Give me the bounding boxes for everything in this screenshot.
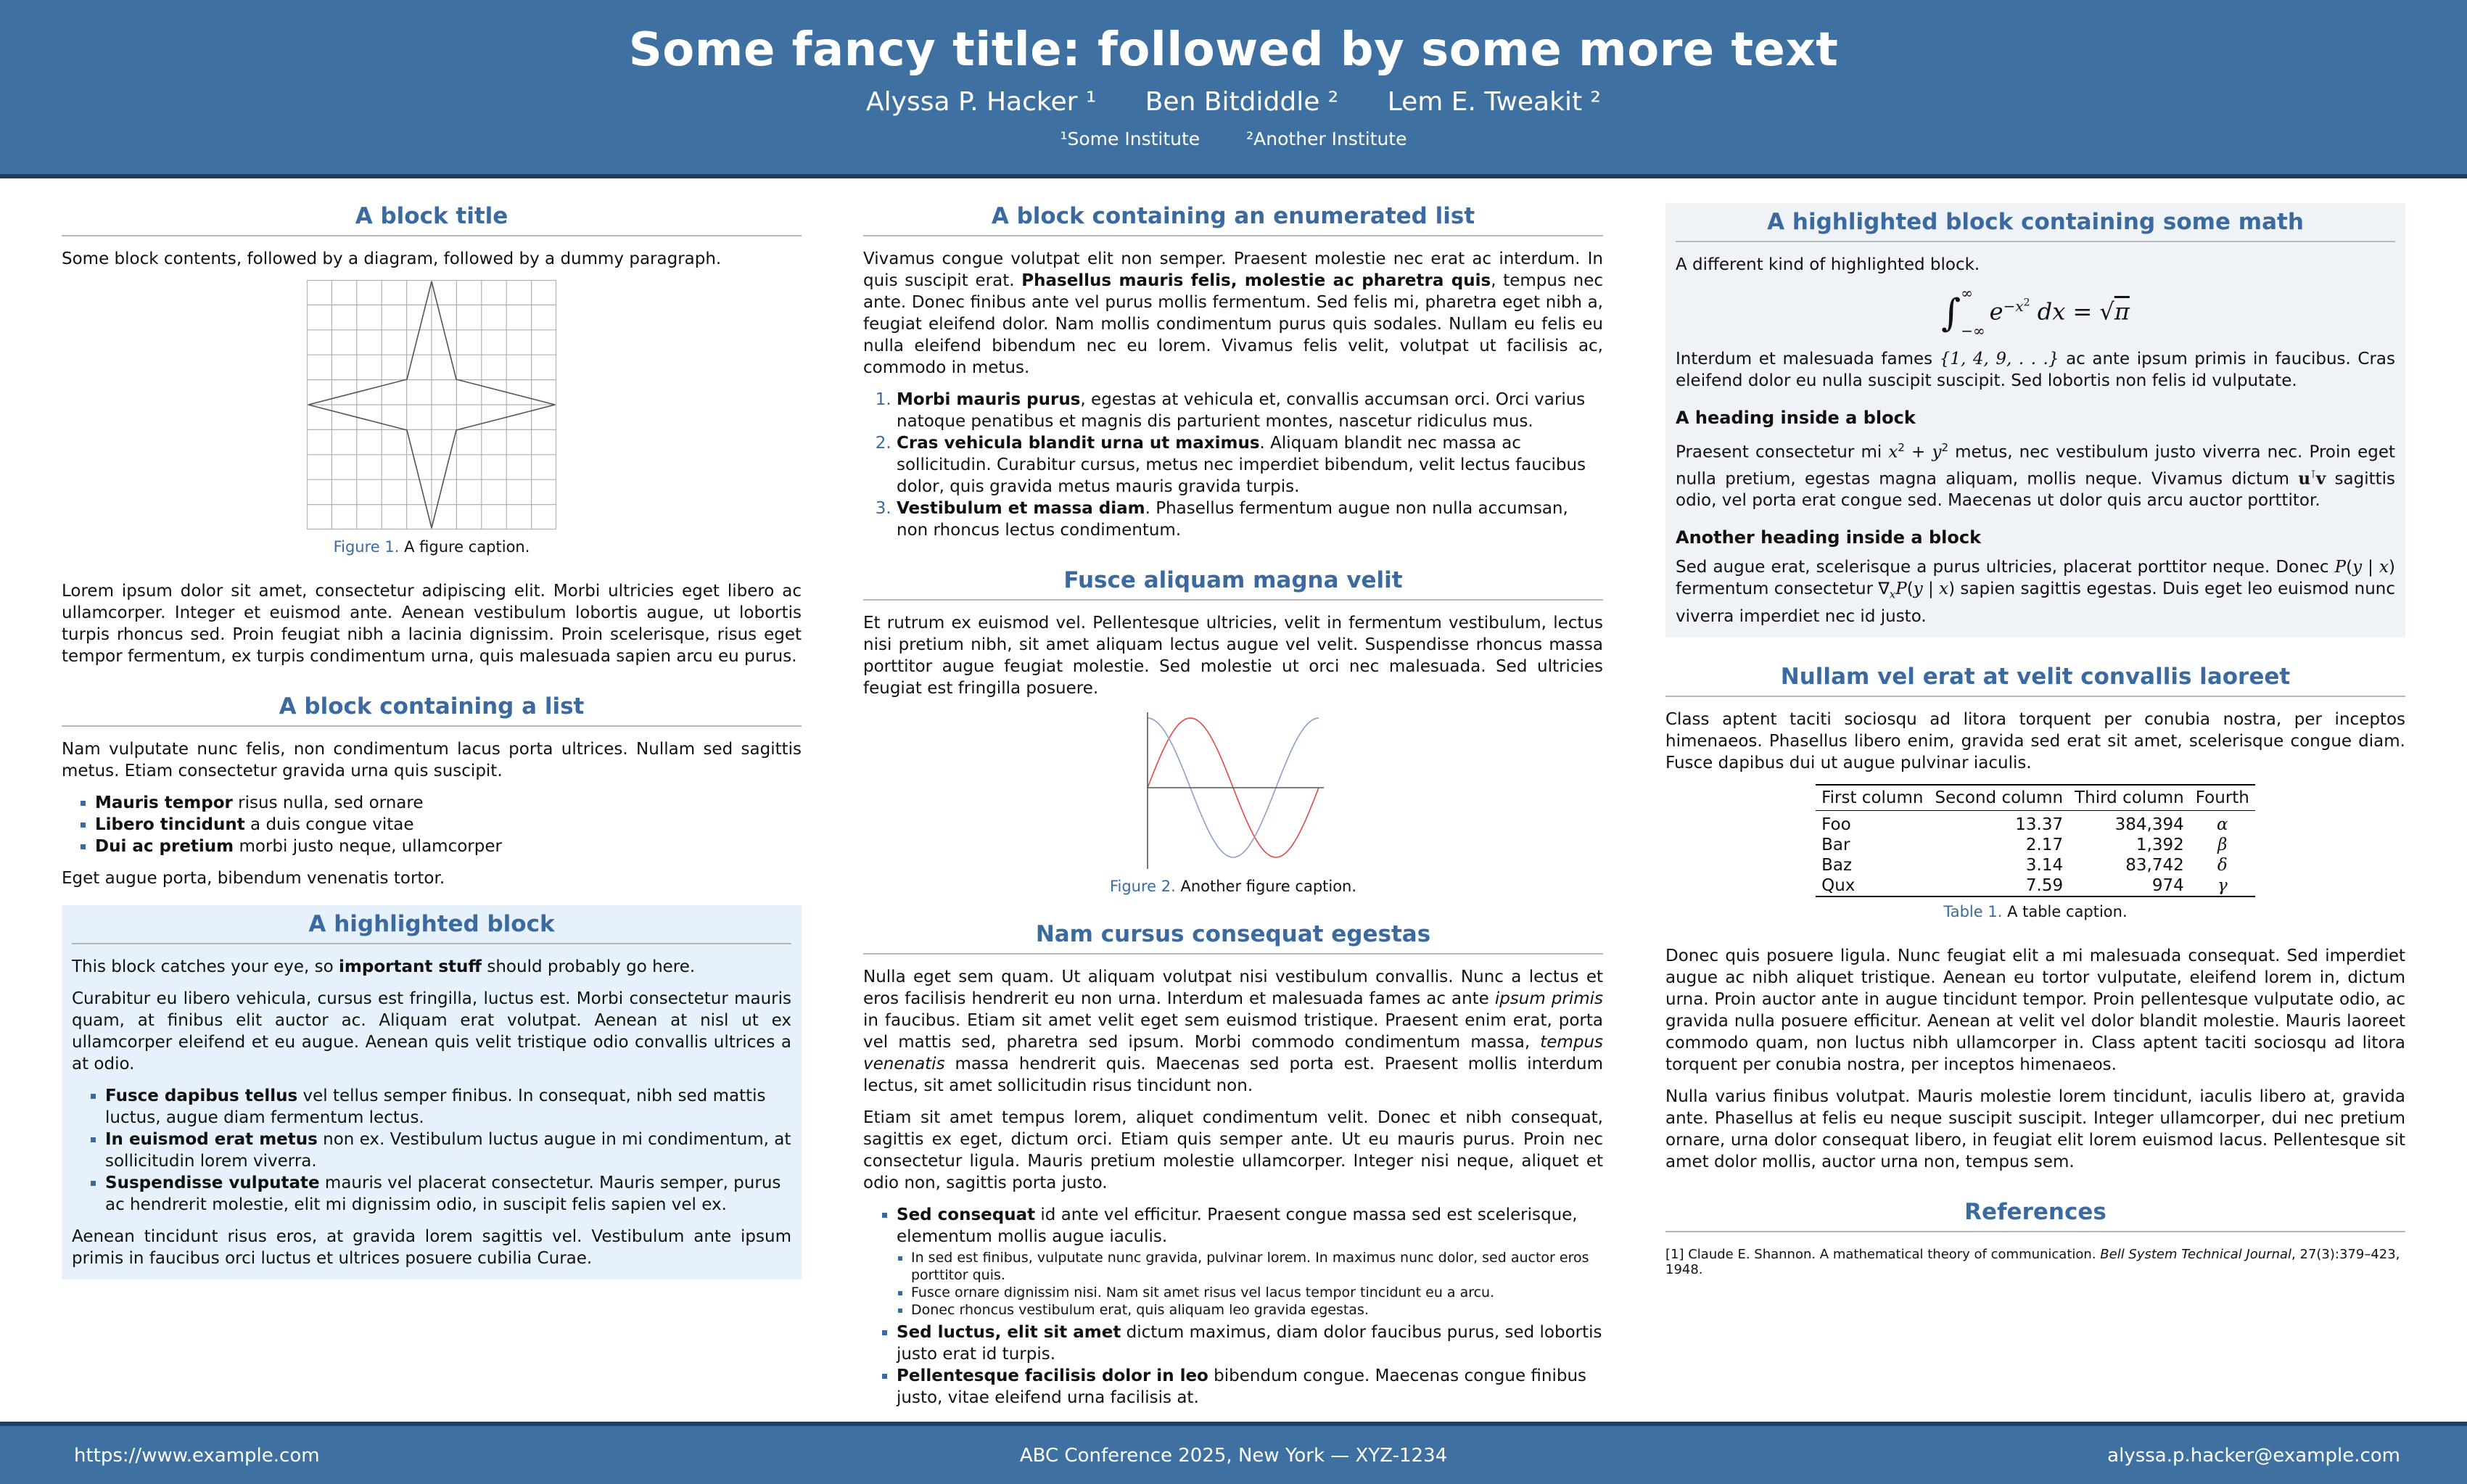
block-text: Nam vulputate nunc felis, non condimentum lacus porta ultrices. Nullam sed sagittis metus. Etiam consectetur gravida urna quis suscipit. <box>62 740 802 780</box>
caption-text: A table caption. <box>2007 902 2128 920</box>
table-header-cell: Second column <box>1929 785 2069 811</box>
footer-website-link[interactable]: https://www.example.com <box>74 1445 320 1467</box>
block-heading: Nam cursus consequat egestas <box>863 921 1603 955</box>
table-cell: β <box>2217 835 2228 854</box>
caption-text: A figure caption. <box>404 538 530 556</box>
bullet-list <box>72 1085 791 1216</box>
block-heading: Nullam vel erat at velit convallis laoreet <box>1665 664 2405 697</box>
institute: ¹Some Institute <box>1060 128 1200 149</box>
institute: ²Another Institute <box>1246 128 1407 149</box>
table-header-cell: First column <box>1816 785 1929 811</box>
table-cell: 974 <box>2069 875 2190 896</box>
table-label: Table 1. <box>1943 902 2003 920</box>
author-list <box>0 87 2467 117</box>
column-left <box>62 203 802 1306</box>
footer-email-link[interactable]: alyssa.p.hacker@example.com <box>2107 1445 2400 1467</box>
block-text: Praesent consectetur mi $x^2 + y^2$ metus, nec vestibulum justo viverra nec. Proin eget nulla pretium, egestas magna aliquam, mollis neque. Vivamus dictum u⊺v sagittis odio, vel porta erat congue sed. Maecenas ut dolor quis arcu auctor porttitor. <box>1676 441 2395 511</box>
author: Alyssa P. Hacker ¹ <box>866 87 1097 117</box>
block-text: Et rutrum ex euismod vel. Pellentesque ultricies, velit in fermentum vestibulum, lectus nisi pretium nibh, sit amet aliquam lectus augue vel velit. Suspendisse rhoncus massa porttitor augue feugiat molestie. Sed molestie ut orci nec malesuada. Sed ultricies feugiat est fringilla posuere. <box>863 614 1603 698</box>
column-middle <box>863 203 1603 1435</box>
list-item: ▪ Suspendisse vulputate mauris vel placerat consectetur. Mauris semper, purus ac hendrerit molestie, elit mi dignissim odio, in suscipit felis sapien vel ex. <box>105 1172 791 1216</box>
enumerated-block <box>863 203 1603 541</box>
table-caption <box>1665 903 2405 920</box>
sub-list-item: ▪ Donec rhoncus vestibulum erat, quis aliquam leo gravida egestas. <box>911 1301 1603 1319</box>
block-heading: A highlighted block <box>72 911 791 944</box>
highlighted-block <box>62 905 802 1279</box>
table-header-cell: Third column <box>2069 785 2190 811</box>
institute-list <box>0 128 2467 149</box>
list-block <box>62 693 802 889</box>
block-text: Nulla eget sem quam. Ut aliquam volutpat nisi vestibulum convallis. Nunc a lectus et eros facilisis hendrerit eu non urna. Interdum et malesuada fames ac ante ipsum primis in faucibus. Etiam sit amet velit eget sem euismod tristique. Praesent enim erat, porta vel mattis sed, pharetra sed ipsum. Morbi commodo condimentum massa, tempus venenatis massa hendrerit quis. Maecenas sed porta est. Praesent mollis interdum lectus, sit amet sollicitudin risus tincidunt non. <box>863 968 1603 1095</box>
figure-caption <box>863 878 1603 895</box>
reference-entry: [1] Claude E. Shannon. A mathematical theory of communication. Bell System Technical Journal, 27(3):379–423, 1948. <box>1665 1246 2400 1277</box>
math-block <box>1665 203 2405 638</box>
block-text: Eget augue porta, bibendum venenatis tortor. <box>62 869 445 888</box>
table-cell: 7.59 <box>1929 875 2069 896</box>
list-item: ▪ Dui ac pretium morbi justo neque, ullamcorper <box>95 836 802 857</box>
list-item: 3. Vestibulum et massa diam. Phasellus fermentum augue non nulla accumsan, non rhoncus lectus condimentum. <box>897 498 1603 541</box>
figure-caption <box>62 538 802 556</box>
table-row <box>1816 835 2255 855</box>
block-text: Nulla varius finibus volutpat. Mauris molestie lorem tincidunt, iaculis libero at, gravida ante. Phasellus at felis eu neque suscipit suscipit. Integer ullamcorper, dui nec pretium ornare, urna dolor consequat libero, in feugiat elit lorem euismod lacus. Pellentesque sit amet dolor mollis, auctor urna non, tempus sem. <box>1665 1087 2405 1171</box>
list-item: ▪ Mauris tempor risus nulla, sed ornare <box>95 792 802 814</box>
table-cell: 3.14 <box>2025 855 2064 875</box>
list-item: ▪ Pellentesque facilisis dolor in leo bibendum congue. Maecenas congue finibus justo, vitae eleifend urna facilisis at. <box>897 1365 1603 1409</box>
references-block <box>1665 1199 2405 1277</box>
list-item: 1. Morbi mauris purus, egestas at vehicula et, convallis accumsan orci. Orci varius natoque penatibus et magnis dis parturient montes, nascetur ridiculus mus. <box>897 389 1603 432</box>
poster-footer <box>0 1422 2467 1484</box>
list-item: 2. Cras vehicula blandit urna ut maximus. Aliquam blandit nec massa ac sollicitudin. Curabitur cursus, metus nec imperdiet bibendum, velit lectus faucibus dolor, quis gravida metus mauris gravida turpis. <box>897 432 1603 498</box>
block-text: Some block contents, followed by a diagram, followed by a dummy paragraph. <box>62 250 722 268</box>
block-text: Curabitur eu libero vehicula, cursus est fringilla, luctus est. Morbi consectetur mauris quam, at finibus elit auctor ac. Aliquam erat volutpat. Aenean at nisl ut ex ullamcorper eleifend et eu augue. Aenean quis velit tristique odio convallis ultrices a at odio. <box>72 989 791 1073</box>
table-cell: Foo <box>1821 815 1851 834</box>
figure-label: Figure 1. <box>333 538 400 556</box>
bullet-list <box>62 792 802 857</box>
table-cell: 13.37 <box>2015 815 2064 834</box>
text-block <box>863 921 1603 1409</box>
list-item: ▪ Fusce dapibus tellus vel tellus semper finibus. In consequat, nibh sed mattis luctus, augue diam fermentum lectus. <box>105 1085 791 1129</box>
block-heading: A highlighted block containing some math <box>1676 209 2395 242</box>
author: Lem E. Tweakit ² <box>1387 87 1601 117</box>
sub-list-item: ▪ In sed est finibus, vulputate nunc gravida, pulvinar lorem. In maximus nunc dolor, sed auctor eros porttitor quis. <box>911 1249 1603 1284</box>
footer-conference: ABC Conference 2025, New York — XYZ-1234 <box>1019 1445 1448 1467</box>
block-heading: References <box>1665 1199 2405 1232</box>
poster-header <box>0 0 2467 178</box>
table-cell: γ <box>2190 875 2255 896</box>
table-cell: Baz <box>1821 855 1853 875</box>
list-item: ▪ Sed consequat id ante vel efficitur. Praesent congue massa sed est scelerisque, elementum mollis augue iaculis. ▪ In sed est finibus, vulputate nunc gravida, pulvinar lorem. In maximus nunc dolor, sed auctor eros porttitor quis. ▪ Fusce ornare dignissim nisi. Nam sit amet risus vel lacus tempor tincidunt eu a arcu. ▪ Donec rhoncus vestibulum erat, quis aliquam leo gravida egestas. <box>897 1204 1603 1319</box>
star-diagram <box>307 280 556 529</box>
block-heading: A block containing a list <box>62 693 802 727</box>
table-cell: δ <box>2217 855 2228 875</box>
block-text: Interdum et malesuada fames {1, 4, 9, . . .} ac ante ipsum primis in faucibus. Cras eleifend dolor eu nulla suscipit suscipit. Sed lobortis non felis id vulputate. <box>1676 350 2396 390</box>
caption-text: Another figure caption. <box>1180 878 1357 895</box>
table-row <box>1816 855 2255 875</box>
figure-1 <box>62 280 802 532</box>
table-header-cell: Fourth <box>2190 785 2255 811</box>
table-cell: Bar <box>1821 835 1850 854</box>
table-cell: 384,394 <box>2114 815 2184 834</box>
table-cell: 2.17 <box>2025 835 2064 854</box>
data-table <box>1816 784 2255 897</box>
sub-list-item: ▪ Fusce ornare dignissim nisi. Nam sit amet risus vel lacus tempor tincidunt eu a arcu. <box>911 1284 1603 1301</box>
figure-block <box>863 567 1603 895</box>
table-header-row <box>1816 785 2255 811</box>
list-item: ▪ In euismod erat metus non ex. Vestibulum luctus augue in mi condimentum, at sollicitudin lorem viverra. <box>105 1129 791 1172</box>
block-text: Vivamus congue volutpat elit non semper. Praesent molestie nec erat ac interdum. In quis suscipit erat. Phasellus mauris felis, molestie ac pharetra quis, tempus nec ante. Donec finibus ante vel purus mollis fermentum. Sed felis mi, pharetra eget nibh a, feugiat eleifend dolor. Nam mollis condimentum purus quis sodales. Nullam eu felis eu nulla eleifend bibendum nec eu lorem. Vivamus felis velit, volutpat ut facilisis ac, commodo in metus. <box>863 250 1603 377</box>
block-text: This block catches your eye, so important stuff should probably go here. <box>72 957 696 976</box>
table-cell: α <box>2217 815 2228 834</box>
poster-title: Some fancy title: followed by some more text <box>628 23 1839 77</box>
author: Ben Bitdiddle ² <box>1145 87 1339 117</box>
block-heading: Fusce aliquam magna velit <box>863 567 1603 601</box>
block-text: Lorem ipsum dolor sit amet, consectetur adipiscing elit. Morbi ultricies eget libero ac ullamcorper. Integer et euismod ante. Aenean vestibulum lobortis augue, ut lobortis turpis rhoncus sed. Proin feugiat nibh a lacinia dignissim. Proin scelerisque, risus eget tempor fermentum, ex turpis condimentum urna, quis malesuada sapien arcu eu purus. <box>62 582 802 666</box>
block-text: Sed augue erat, scelerisque a purus ultricies, placerat porttitor neque. Donec P(y | x) fermentum consectetur $\nabla_xP(y$ | x) sapien sagittis egestas. Duis eget leo euismod nunc viverra imperdiet nec id justo. <box>1676 558 2396 626</box>
inner-heading: Another heading inside a block <box>1676 527 1982 548</box>
table-block <box>1665 664 2405 1173</box>
gaussian-integral: ∫∞ $-\infty e^{-x^2}$ dx = √π <box>1941 284 2130 339</box>
nested-list <box>863 1204 1603 1409</box>
block-text: Aenean tincidunt risus eros, at gravida lorem sagittis vel. Vestibulum ante ipsum primis in faucibus orci luctus et ultrices posuere cubilia Curae. <box>72 1227 791 1268</box>
block-text: Class aptent taciti sociosqu ad litora torquent per conubia nostra, per inceptos himenaeos. Phasellus libero enim, gravida sed erat sit amet, scelerisque congue diam. Fusce dapibus dui ut augue pulvinar iaculis. <box>1665 709 2405 772</box>
block-text: A different kind of highlighted block. <box>1676 255 1980 274</box>
block-text: Etiam sit amet tempus lorem, aliquet condimentum velit. Donec et nibh consequat, sagittis ex eget, dictum orci. Etiam quis semper ante. Ut eu mauris purus. Proin nec consectetur ligula. Mauris pretium molestie ullamcorper. Integer nisi neque, aliquet et odio non, sagittis porta justo. <box>863 1108 1603 1192</box>
table-cell: Qux <box>1816 875 1929 896</box>
table-row <box>1816 875 2255 896</box>
block-title-block <box>62 203 802 667</box>
list-item: ▪ Sed luctus, elit sit amet dictum maximus, diam dolor faucibus purus, sed lobortis justo erat id turpis. <box>897 1322 1603 1365</box>
column-right <box>1665 203 2405 1303</box>
figure-2 <box>863 712 1603 872</box>
table-cell: 83,742 <box>2125 855 2184 875</box>
block-heading: A block containing an enumerated list <box>863 203 1603 236</box>
table-row <box>1816 810 2255 835</box>
sub-list <box>897 1249 1603 1319</box>
table-cell: 1,392 <box>2136 835 2184 854</box>
block-text: Donec quis posuere ligula. Nunc feugiat elit a mi malesuada consequat. Sed imperdiet augue ac nibh aliquet tristique. Aenean eu tortor vulputate, eleifend lorem in, dictum urna. Proin auctor ante in augue tincidunt tempor. Proin pellentesque vulputate odio, ac gravida nulla posuere efficitur. Aenean at velit vel dolor blandit molestie. Mauris laoreet commodo quam, non luctus nibh ullamcorper in. Class aptent taciti sociosqu ad litora torquent per conubia nostra, per inceptos himenaeos. <box>1665 946 2405 1074</box>
block-heading: A block title <box>62 203 802 236</box>
enumerated-list <box>863 389 1603 541</box>
list-item: ▪ Libero tincidunt a duis congue vitae <box>95 814 802 836</box>
inner-heading: A heading inside a block <box>1676 408 1916 428</box>
figure-label: Figure 2. <box>1109 878 1176 895</box>
sine-plot <box>1142 712 1324 869</box>
